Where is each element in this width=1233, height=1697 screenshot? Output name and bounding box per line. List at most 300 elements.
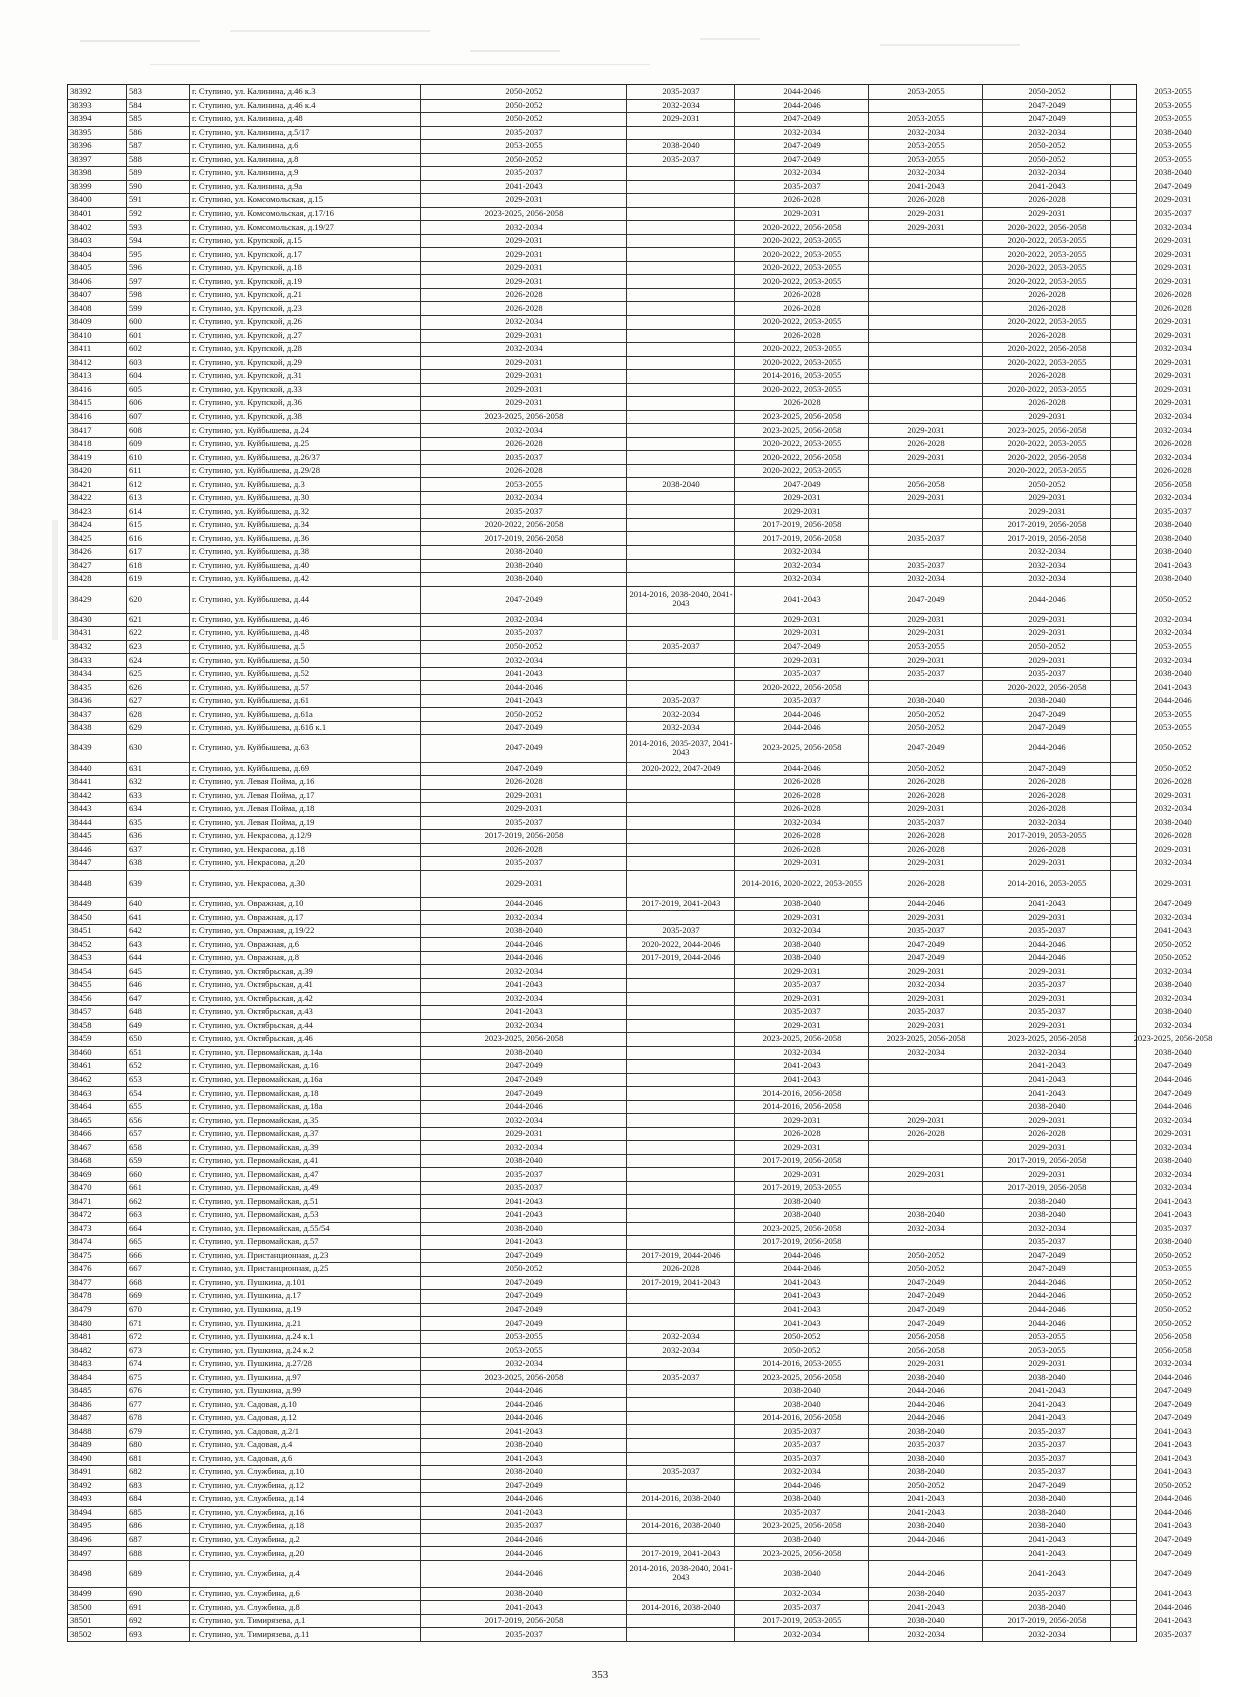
column-divider <box>734 572 735 586</box>
cell-address: г. Ступино, ул. Куйбышева, д.24 <box>192 424 310 435</box>
cell-year-range-e: 2044-2046 <box>1028 952 1066 963</box>
column-divider <box>189 126 190 140</box>
cell-year-range-d: 2044-2046 <box>907 1412 945 1423</box>
table-row <box>68 1289 1192 1304</box>
column-divider <box>982 166 983 180</box>
cell-year-range-f: 2032-2034 <box>1154 857 1192 868</box>
column-divider <box>420 342 421 356</box>
cell-year-range-c: 2041-2043 <box>783 1290 821 1301</box>
column-divider <box>982 1343 983 1357</box>
cell-year-range-a: 2023-2025, 2056-2058 <box>484 1033 564 1044</box>
cell-year-range-c: 2014-2016, 2053-2055 <box>762 370 842 381</box>
cell-year-range-e: 2017-2019, 2056-2058 <box>1007 1615 1087 1626</box>
cell-year-range-c: 2035-2037 <box>783 1452 821 1463</box>
cell-year-range-c: 2041-2043 <box>783 1073 821 1084</box>
column-divider <box>982 1506 983 1520</box>
cell-year-range-c: 2044-2046 <box>783 1479 821 1490</box>
column-divider <box>126 1519 127 1533</box>
cell-year-range-b <box>629 964 733 978</box>
cell-year-range-f: 2041-2043 <box>1154 1195 1192 1206</box>
column-divider <box>126 1330 127 1344</box>
column-divider <box>982 856 983 870</box>
cell-year-range-b <box>629 559 733 573</box>
column-divider <box>868 1303 869 1317</box>
column-divider <box>420 1276 421 1290</box>
cell-year-range-e: 2029-2031 <box>1028 965 1066 976</box>
cell-row-number: 651 <box>129 1046 142 1057</box>
cell-year-range-b <box>629 274 733 288</box>
cell-row-id: 38494 <box>70 1506 92 1517</box>
cell-year-range-f: 2038-2040 <box>1154 546 1192 557</box>
column-divider <box>982 897 983 911</box>
cell-row-number: 674 <box>129 1358 142 1369</box>
cell-row-number: 616 <box>129 532 142 543</box>
cell-year-range-f: 2032-2034 <box>1154 965 1192 976</box>
cell-year-range-a: 2041-2043 <box>505 1506 543 1517</box>
cell-row-number: 676 <box>129 1385 142 1396</box>
cell-address: г. Ступино, ул. Куйбышева, д.38 <box>192 546 310 557</box>
column-divider <box>420 423 421 437</box>
cell-row-number: 680 <box>129 1439 142 1450</box>
column-divider <box>126 437 127 451</box>
cell-row-number: 629 <box>129 722 142 733</box>
cell-address: г. Ступино, ул. Крупской, д.29 <box>192 356 302 367</box>
column-divider <box>189 992 190 1006</box>
cell-year-range-f: 2032-2034 <box>1154 1358 1192 1369</box>
cell-year-range-e: 2026-2028 <box>1028 397 1066 408</box>
column-divider <box>982 1357 983 1371</box>
column-divider <box>189 1140 190 1154</box>
cell-year-range-a: 2026-2028 <box>505 302 543 313</box>
cell-year-range-b: 2017-2019, 2044-2046 <box>641 1249 721 1260</box>
cell-row-id: 38446 <box>70 843 92 854</box>
cell-year-range-a: 2035-2037 <box>505 1182 543 1193</box>
cell-year-range-d: 2047-2049 <box>907 1276 945 1287</box>
table-row <box>68 477 1192 492</box>
table-row <box>68 1181 1192 1196</box>
column-divider <box>626 1627 627 1641</box>
column-divider <box>734 856 735 870</box>
column-divider <box>734 207 735 221</box>
cell-year-range-f: 2023-2025, 2056-2058 <box>1133 1033 1213 1044</box>
cell-address: г. Ступино, ул. Службина, д.18 <box>192 1520 305 1531</box>
column-divider <box>420 1127 421 1141</box>
cell-year-range-d <box>871 342 981 356</box>
cell-year-range-c: 2026-2028 <box>783 803 821 814</box>
column-divider <box>126 1452 127 1466</box>
column-divider <box>734 383 735 397</box>
scan-artifact <box>150 64 650 65</box>
cell-year-range-b <box>629 829 733 843</box>
column-divider <box>626 1600 627 1614</box>
cell-year-range-a: 2035-2037 <box>505 505 543 516</box>
column-divider <box>189 762 190 776</box>
column-divider <box>189 1222 190 1236</box>
column-divider <box>126 937 127 951</box>
column-divider <box>868 1086 869 1100</box>
cell-year-range-a: 2053-2055 <box>505 1331 543 1342</box>
cell-year-range-c: 2029-2031 <box>783 505 821 516</box>
column-divider <box>1110 1506 1111 1520</box>
table-row <box>68 261 1192 276</box>
cell-address: г. Ступино, ул. Крупской, д.38 <box>192 410 302 421</box>
cell-year-range-e: 2047-2049 <box>1028 1249 1066 1260</box>
table-row <box>68 410 1192 425</box>
table-row <box>68 112 1192 127</box>
cell-year-range-b <box>629 1005 733 1019</box>
cell-row-number: 588 <box>129 153 142 164</box>
column-divider <box>1110 1519 1111 1533</box>
column-divider <box>626 1019 627 1033</box>
cell-year-range-e: 2032-2034 <box>1028 546 1066 557</box>
cell-year-range-c: 2038-2040 <box>783 938 821 949</box>
column-divider <box>868 680 869 694</box>
cell-row-id: 38416 <box>70 383 92 394</box>
cell-year-range-f: 2044-2046 <box>1154 1493 1192 1504</box>
cell-year-range-b <box>629 1452 733 1466</box>
column-divider <box>126 356 127 370</box>
column-divider <box>626 1113 627 1127</box>
cell-address: г. Ступино, ул. Первомайская, д.49 <box>192 1182 319 1193</box>
cell-year-range-a: 2044-2046 <box>505 681 543 692</box>
cell-row-number: 640 <box>129 898 142 909</box>
column-divider <box>982 1587 983 1601</box>
column-divider <box>626 153 627 167</box>
cell-row-id: 38436 <box>70 695 92 706</box>
cell-year-range-d <box>871 1073 981 1087</box>
column-divider <box>1110 910 1111 924</box>
column-divider <box>126 964 127 978</box>
cell-row-number: 613 <box>129 492 142 503</box>
cell-year-range-e: 2029-2031 <box>1028 654 1066 665</box>
column-divider <box>1110 1005 1111 1019</box>
cell-year-range-a: 2017-2019, 2056-2058 <box>484 532 564 543</box>
cell-address: г. Ступино, ул. Крупской, д.28 <box>192 343 302 354</box>
column-divider <box>126 85 127 99</box>
column-divider <box>734 951 735 965</box>
column-divider <box>126 721 127 735</box>
column-divider <box>982 1465 983 1479</box>
cell-year-range-f: 2044-2046 <box>1154 1073 1192 1084</box>
column-divider <box>189 383 190 397</box>
column-divider <box>420 1411 421 1425</box>
column-divider <box>868 1384 869 1398</box>
column-divider <box>420 1019 421 1033</box>
cell-year-range-e: 2041-2043 <box>1028 1398 1066 1409</box>
cell-year-range-e: 2020-2022, 2053-2055 <box>1007 316 1087 327</box>
cell-year-range-e: 2035-2037 <box>1028 979 1066 990</box>
cell-row-id: 38489 <box>70 1439 92 1450</box>
column-divider <box>734 964 735 978</box>
column-divider <box>126 897 127 911</box>
column-divider <box>420 1113 421 1127</box>
cell-row-id: 38479 <box>70 1303 92 1314</box>
cell-year-range-b <box>629 545 733 559</box>
cell-year-range-d <box>871 1086 981 1100</box>
cell-year-range-b: 2020-2022, 2044-2046 <box>641 938 721 949</box>
column-divider <box>1110 924 1111 938</box>
column-divider <box>1110 1262 1111 1276</box>
column-divider <box>626 396 627 410</box>
column-divider <box>734 1059 735 1073</box>
column-divider <box>868 1127 869 1141</box>
column-divider <box>734 640 735 654</box>
column-divider <box>189 1167 190 1181</box>
column-divider <box>189 775 190 789</box>
table-row <box>68 1032 1213 1047</box>
column-divider <box>868 1140 869 1154</box>
column-divider <box>626 234 627 248</box>
column-divider <box>626 1140 627 1154</box>
cell-row-number: 644 <box>129 952 142 963</box>
column-divider <box>1110 247 1111 261</box>
cell-year-range-a: 2032-2034 <box>505 316 543 327</box>
column-divider <box>626 329 627 343</box>
column-divider <box>1110 586 1111 613</box>
cell-address: г. Ступино, ул. Крупской, д.31 <box>192 370 302 381</box>
cell-year-range-a: 2050-2052 <box>505 113 543 124</box>
cell-row-number: 655 <box>129 1101 142 1112</box>
cell-year-range-e: 2023-2025, 2056-2058 <box>1007 424 1087 435</box>
cell-year-range-b <box>629 247 733 261</box>
column-divider <box>126 613 127 627</box>
cell-year-range-b <box>629 342 733 356</box>
cell-year-range-c: 2026-2028 <box>783 1128 821 1139</box>
cell-year-range-c: 2029-2031 <box>783 1019 821 1030</box>
cell-year-range-d: 2032-2034 <box>907 1628 945 1639</box>
cell-address: г. Ступино, ул. Первомайская, д.18 <box>192 1087 319 1098</box>
cell-year-range-a: 2044-2046 <box>505 938 543 949</box>
cell-row-id: 38402 <box>70 221 92 232</box>
column-divider <box>982 789 983 803</box>
column-divider <box>126 1046 127 1060</box>
cell-row-id: 38492 <box>70 1479 92 1490</box>
cell-row-id: 38415 <box>70 397 92 408</box>
column-divider <box>126 1357 127 1371</box>
column-divider <box>626 1195 627 1209</box>
cell-year-range-a: 2032-2034 <box>505 1358 543 1369</box>
cell-year-range-d: 2056-2058 <box>907 478 945 489</box>
table-row <box>68 870 1192 898</box>
cell-year-range-b: 2017-2019, 2044-2046 <box>641 952 721 963</box>
cell-year-range-f: 2032-2034 <box>1154 451 1192 462</box>
cell-year-range-f: 2041-2043 <box>1154 925 1192 936</box>
column-divider <box>982 220 983 234</box>
column-divider <box>626 369 627 383</box>
column-divider <box>626 1519 627 1533</box>
column-divider <box>734 1560 735 1587</box>
cell-year-range-c: 2029-2031 <box>783 992 821 1003</box>
column-divider <box>626 193 627 207</box>
column-divider <box>1110 1465 1111 1479</box>
table-row <box>68 1235 1192 1250</box>
column-divider <box>982 1059 983 1073</box>
cell-year-range-d: 2029-2031 <box>907 1114 945 1125</box>
column-divider <box>626 843 627 857</box>
column-divider <box>189 978 190 992</box>
cell-row-number: 669 <box>129 1290 142 1301</box>
column-divider <box>868 491 869 505</box>
column-divider <box>626 1452 627 1466</box>
cell-year-range-d: 2047-2049 <box>907 1303 945 1314</box>
cell-year-range-c: 2020-2022, 2053-2055 <box>762 275 842 286</box>
cell-year-range-e: 2029-2031 <box>1028 857 1066 868</box>
cell-year-range-d: 2032-2034 <box>907 573 945 584</box>
column-divider <box>626 1222 627 1236</box>
cell-row-id: 38424 <box>70 519 92 530</box>
cell-year-range-e: 2047-2049 <box>1028 708 1066 719</box>
cell-address: г. Ступино, ул. Куйбышева, д.46 <box>192 613 310 624</box>
cell-year-range-a: 2029-2031 <box>505 877 543 888</box>
cell-year-range-b <box>629 1425 733 1439</box>
cell-year-range-a: 2029-2031 <box>505 275 543 286</box>
column-divider <box>626 1506 627 1520</box>
column-divider <box>982 1140 983 1154</box>
cell-year-range-c: 2029-2031 <box>783 1168 821 1179</box>
cell-year-range-a: 2035-2037 <box>505 627 543 638</box>
cell-year-range-e: 2038-2040 <box>1028 1506 1066 1517</box>
cell-row-number: 677 <box>129 1398 142 1409</box>
column-divider <box>982 1127 983 1141</box>
cell-row-id: 38400 <box>70 194 92 205</box>
column-divider <box>626 1235 627 1249</box>
column-divider <box>626 247 627 261</box>
cell-year-range-e: 2020-2022, 2056-2058 <box>1007 343 1087 354</box>
column-divider <box>982 1113 983 1127</box>
cell-row-id: 38449 <box>70 898 92 909</box>
column-divider <box>982 1397 983 1411</box>
cell-row-id: 38407 <box>70 289 92 300</box>
column-divider <box>420 1235 421 1249</box>
column-divider <box>1110 775 1111 789</box>
column-divider <box>420 477 421 491</box>
column-divider <box>982 1519 983 1533</box>
column-divider <box>626 978 627 992</box>
column-divider <box>189 924 190 938</box>
cell-row-id: 38392 <box>70 86 92 97</box>
cell-year-range-c: 2026-2028 <box>783 289 821 300</box>
table-row <box>68 1438 1192 1453</box>
column-divider <box>734 1452 735 1466</box>
cell-year-range-d: 2053-2055 <box>907 140 945 151</box>
cell-address: г. Ступино, ул. Овражная, д.17 <box>192 911 304 922</box>
column-divider <box>189 1425 190 1439</box>
cell-row-number: 620 <box>129 593 142 604</box>
column-divider <box>734 1127 735 1141</box>
cell-row-id: 38462 <box>70 1073 92 1084</box>
cell-year-range-c: 2014-2016, 2053-2055 <box>762 1358 842 1369</box>
column-divider <box>420 734 421 761</box>
column-divider <box>734 247 735 261</box>
column-divider <box>1110 464 1111 478</box>
cell-year-range-e: 2029-2031 <box>1028 627 1066 638</box>
column-divider <box>126 1411 127 1425</box>
cell-year-range-e: 2041-2043 <box>1028 1567 1066 1578</box>
column-divider <box>1110 978 1111 992</box>
column-divider <box>982 1627 983 1641</box>
column-divider <box>1110 734 1111 761</box>
column-divider <box>126 504 127 518</box>
column-divider <box>189 640 190 654</box>
column-divider <box>734 1533 735 1547</box>
column-divider <box>734 1005 735 1019</box>
column-divider <box>734 1249 735 1263</box>
cell-year-range-a: 2047-2049 <box>505 722 543 733</box>
column-divider <box>734 1073 735 1087</box>
column-divider <box>982 734 983 761</box>
cell-row-number: 667 <box>129 1263 142 1274</box>
table-row <box>68 1384 1192 1399</box>
column-divider <box>626 1330 627 1344</box>
cell-row-number: 595 <box>129 248 142 259</box>
cell-year-range-a: 2038-2040 <box>505 1155 543 1166</box>
cell-year-range-b <box>629 1222 733 1236</box>
column-divider <box>189 491 190 505</box>
column-divider <box>126 532 127 546</box>
column-divider <box>420 1370 421 1384</box>
cell-year-range-b <box>629 1100 733 1114</box>
column-divider <box>626 951 627 965</box>
column-divider <box>982 1195 983 1209</box>
cell-year-range-b <box>629 220 733 234</box>
cell-year-range-c: 2026-2028 <box>783 397 821 408</box>
cell-year-range-b <box>629 1235 733 1249</box>
table-row <box>68 369 1192 384</box>
cell-row-number: 648 <box>129 1006 142 1017</box>
column-divider <box>982 680 983 694</box>
cell-year-range-b: 2035-2037 <box>662 86 700 97</box>
column-divider <box>126 789 127 803</box>
column-divider <box>982 1046 983 1060</box>
table-row <box>68 166 1192 181</box>
column-divider <box>420 870 421 897</box>
cell-row-number: 583 <box>129 86 142 97</box>
table-row <box>68 450 1192 465</box>
cell-address: г. Ступино, ул. Службина, д.4 <box>192 1567 300 1578</box>
column-divider <box>734 1032 735 1046</box>
column-divider <box>982 1370 983 1384</box>
cell-address: г. Ступино, ул. Овражная, д.6 <box>192 938 300 949</box>
cell-year-range-b <box>629 126 733 140</box>
column-divider <box>420 1032 421 1046</box>
cell-address: г. Ступино, ул. Калинина, д.48 <box>192 113 303 124</box>
column-divider <box>420 153 421 167</box>
cell-address: г. Ступино, ул. Службина, д.20 <box>192 1547 305 1558</box>
column-divider <box>420 1492 421 1506</box>
column-divider <box>420 1181 421 1195</box>
column-divider <box>982 261 983 275</box>
table-row <box>68 1059 1192 1074</box>
cell-address: г. Ступино, ул. Куйбышева, д.42 <box>192 573 310 584</box>
column-divider <box>420 99 421 113</box>
cell-year-range-b <box>629 410 733 424</box>
column-divider <box>982 667 983 681</box>
cell-row-id: 38477 <box>70 1276 92 1287</box>
cell-year-range-e: 2029-2031 <box>1028 492 1066 503</box>
column-divider <box>982 951 983 965</box>
column-divider <box>126 762 127 776</box>
column-divider <box>734 1222 735 1236</box>
table-row <box>68 301 1192 316</box>
table-row <box>68 532 1192 547</box>
cell-year-range-d: 2038-2040 <box>907 1425 945 1436</box>
cell-row-number: 683 <box>129 1479 142 1490</box>
cell-year-range-d: 2029-2031 <box>907 803 945 814</box>
column-divider <box>1110 707 1111 721</box>
cell-year-range-f: 2032-2034 <box>1154 654 1192 665</box>
cell-year-range-a: 2053-2055 <box>505 140 543 151</box>
cell-row-id: 38478 <box>70 1290 92 1301</box>
